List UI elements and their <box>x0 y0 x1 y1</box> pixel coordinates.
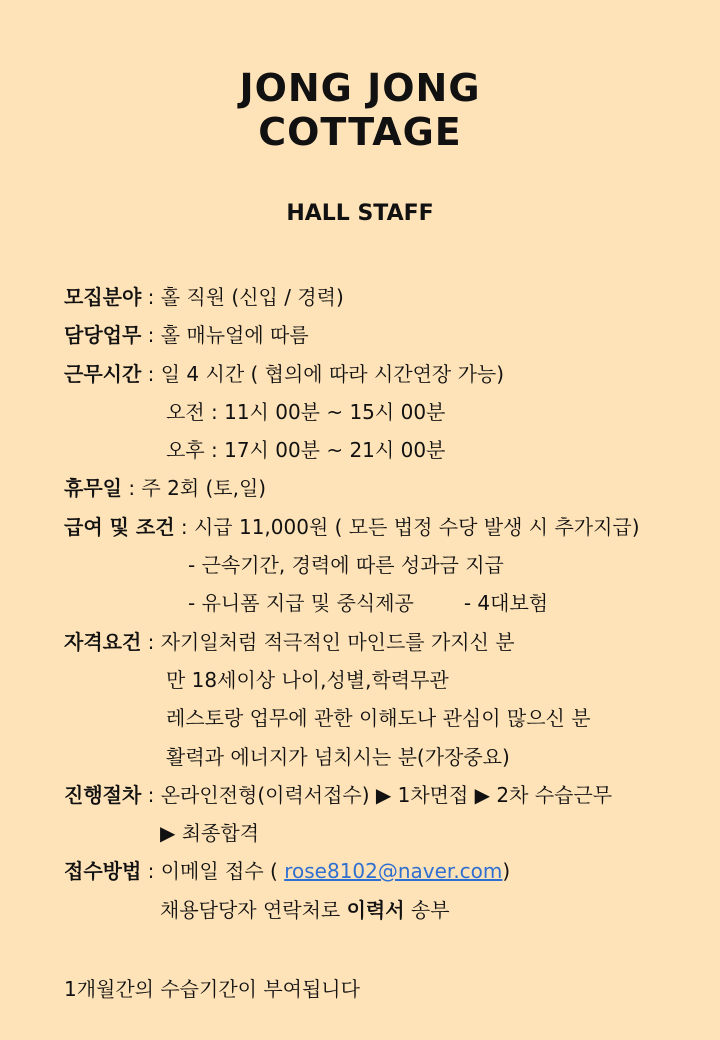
apply-text: : 이메일 접수 ( <box>141 859 285 884</box>
pay-insurance: - 4대보험 <box>463 591 549 616</box>
recruit-row <box>64 278 704 316</box>
qualification-label: 자격요건 <box>64 629 142 654</box>
recruit-text: : 홀 직원 (신입 / 경력) <box>141 285 344 309</box>
page-subtitle: HALL STAFF <box>286 201 434 226</box>
qualification-age: 만 18세이상 나이,성별,학력무관 <box>166 667 449 692</box>
duty-label: 담당업무 <box>64 323 142 348</box>
apply-contact <box>64 891 704 929</box>
recruit-label: 모집분야 <box>64 285 142 309</box>
hours-text: : 일 4 시간 ( 협의에 따라 시간연장 가능) <box>141 361 505 386</box>
dayoff-label: 휴무일 <box>64 476 122 501</box>
qualification-interest: 레스토랑 업무에 관한 이해도나 관심이 많으신 분 <box>166 706 591 731</box>
title-line-2: COTTAGE <box>258 110 462 154</box>
dayoff-text: : 주 2회 (토,일) <box>121 476 267 501</box>
qualification-row <box>64 623 704 661</box>
hours-morning: 오전 : 11시 00분 ~ 15시 00분 <box>166 399 446 424</box>
hours-label: 근무시간 <box>64 361 142 386</box>
apply-contact-bold: 이력서 <box>346 897 405 922</box>
hours-row <box>64 355 704 393</box>
pay-uniform: - 유니폼 지급 및 중식제공 <box>188 591 414 616</box>
pay-row <box>64 508 704 546</box>
pay-benefits <box>64 584 704 622</box>
process-label: 진행절차 <box>64 782 142 807</box>
job-details <box>64 278 704 929</box>
email-link[interactable]: rose8102@naver.com <box>284 859 503 884</box>
duty-text: : 홀 매뉴얼에 따름 <box>141 323 309 348</box>
process-text: : 온라인전형(이력서접수) ▶ 1차면접 ▶ 2차 수습근무 <box>141 782 613 807</box>
pay-text: : 시급 11,000원 ( 모든 법정 수당 발생 시 추가지급) <box>174 514 640 539</box>
process-row <box>64 776 704 814</box>
apply-contact-before: 채용담당자 연락처로 <box>160 897 347 922</box>
title-line-1: JONG JONG <box>239 66 481 110</box>
qualification-text: : 자기일처럼 적극적인 마인드를 가지신 분 <box>141 629 515 654</box>
apply-row <box>64 852 704 890</box>
page-title <box>0 66 720 154</box>
probation-note: 1개월간의 수습기간이 부여됩니다 <box>64 977 360 1001</box>
hours-evening: 오후 : 17시 00분 ~ 21시 00분 <box>166 438 446 463</box>
pay-label: 급여 및 조건 <box>64 514 175 539</box>
apply-text-end: ) <box>502 859 511 884</box>
apply-contact-after: 송부 <box>404 897 450 922</box>
process-final: ▶ 최종합격 <box>160 821 260 846</box>
dayoff-row <box>64 469 704 507</box>
pay-bonus: - 근속기간, 경력에 따른 성과금 지급 <box>188 553 504 578</box>
qualification-energy: 활력과 에너지가 넘치시는 분(가장중요) <box>166 744 510 769</box>
apply-label: 접수방법 <box>64 859 142 884</box>
duty-row <box>64 316 704 354</box>
